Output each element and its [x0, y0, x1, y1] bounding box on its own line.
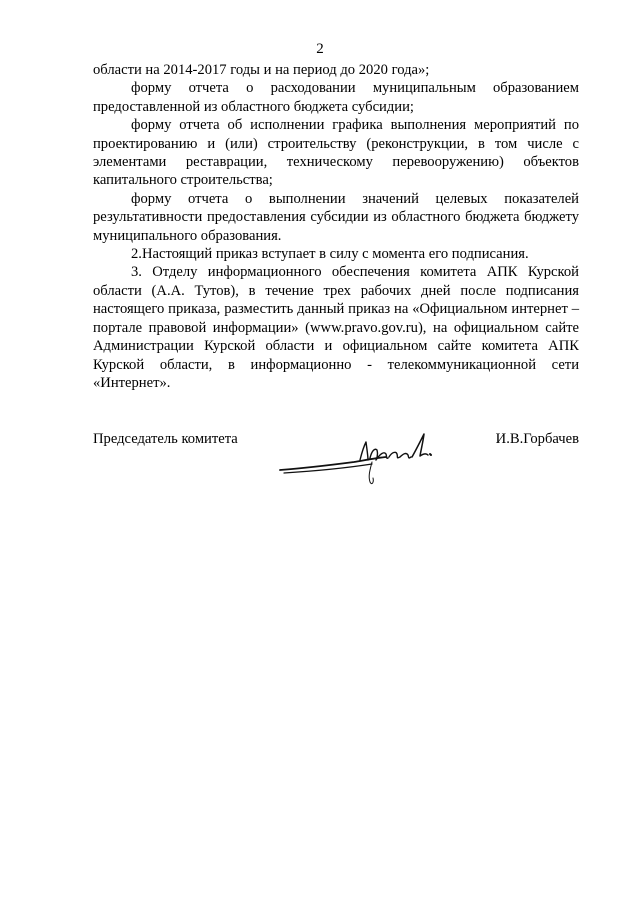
- signer-name: И.В.Горбачев: [495, 431, 579, 447]
- paragraph-report-form-expenditure: форму отчета о расходовании муниципальным образованием предоставленной из областного бюджета субсидии;: [93, 80, 579, 115]
- paragraph-report-form-indicators: форму отчета о выполнении значений целевых показателей результативности предоставления субсидии из областного бюджета бюджету муниципального образования.: [93, 190, 579, 244]
- signer-title: Председатель комитета: [93, 431, 238, 447]
- signature-block: [93, 424, 579, 504]
- paragraph-effective-date: 2.Настоящий приказ вступает в силу с момента его подписания.: [131, 246, 529, 263]
- document-body: [93, 61, 579, 392]
- handwritten-signature: [276, 424, 446, 494]
- page-number: 2: [316, 41, 324, 57]
- paragraph-publication-order: 3. Отделу информационного обеспечения комитета АПК Курской области (А.А. Тутов), в течение трех рабочих дней после подписания настоящего приказа, разместить данный приказ на «Официальном интернет – портале правовой информации» (www.pravo.gov.ru), на официальном сайте Администрации Курской области и официальном сайте комитета АПК Курской области, в информационно - телекоммуникационной сети «Интернет».: [93, 264, 579, 391]
- paragraph-report-form-schedule: форму отчета об исполнении графика выполнения мероприятий по проектированию и (или) строительству (реконструкции, в том числе с элементами реставрации, техническому перевооружению) объектов капитального строительства;: [93, 117, 579, 189]
- paragraph-continuation: области на 2014-2017 годы и на период до 2020 года»;: [93, 62, 430, 78]
